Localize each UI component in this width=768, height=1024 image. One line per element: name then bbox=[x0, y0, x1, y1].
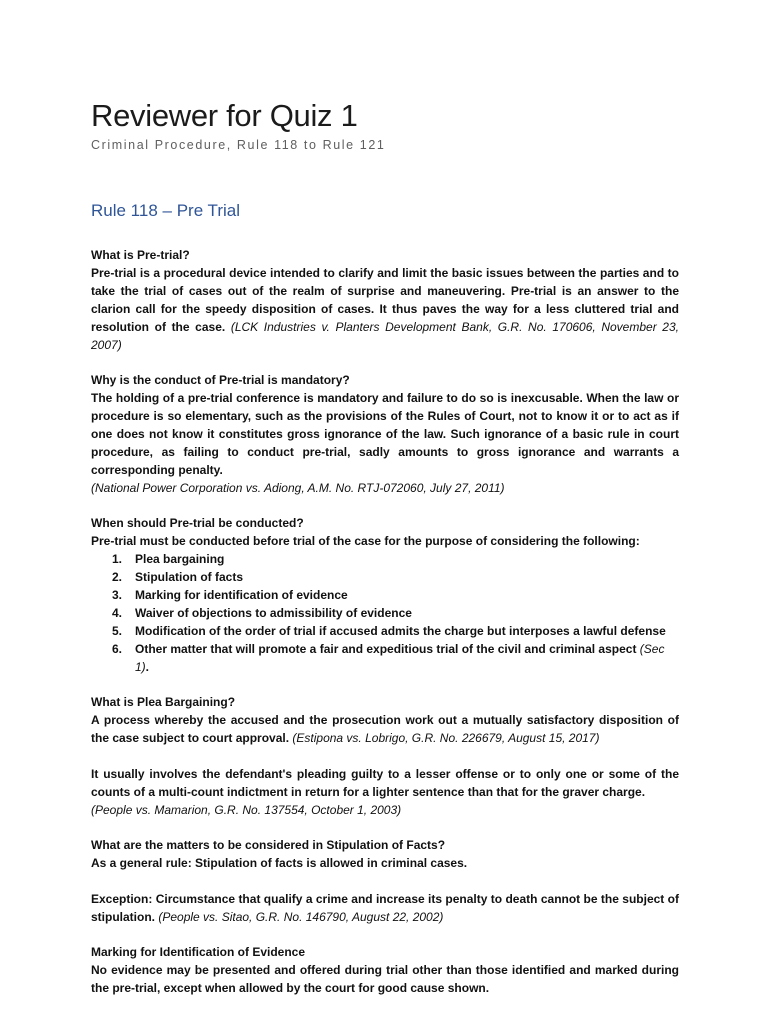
citation: (National Power Corporation vs. Adiong, A.M. No. RTJ-072060, July 27, 2011) bbox=[91, 481, 505, 495]
section-body: Pre-trial is a procedural device intended to clarify and limit the basic issues between the parties and to take the trial of cases out of the realm of surprise and maneuvering. Pre-trial is an answer to the clarion call for the speedy disposition of cases. It thus paves the way for a less cluttered trial and resolution of the case. (LCK Industries v. Planters Development Bank, G.R. No. 170606, November 23, 2007) bbox=[91, 266, 679, 352]
list-item: 3. Marking for identification of evidence bbox=[112, 588, 348, 602]
citation: (Estipona vs. Lobrigo, G.R. No. 226679, August 15, 2017) bbox=[292, 731, 600, 745]
section-question: When should Pre-trial be conducted? bbox=[91, 516, 304, 530]
section-why-mandatory bbox=[91, 371, 679, 497]
section-body: No evidence may be presented and offered during trial other than those identified and marked during the pre-trial, except when allowed by the court for good cause shown. bbox=[91, 963, 679, 995]
document-title: Reviewer for Quiz 1 bbox=[91, 98, 358, 133]
list-item: 5. Modification of the order of trial if accused admits the charge but interposes a lawful defense bbox=[112, 624, 666, 638]
list-item: 2. Stipulation of facts bbox=[112, 570, 243, 584]
section-plea-bargaining bbox=[91, 693, 679, 819]
section-marking-evidence bbox=[91, 943, 679, 997]
section-stipulation-of-facts bbox=[91, 836, 679, 926]
citation: (People vs. Mamarion, G.R. No. 137554, October 1, 2003) bbox=[91, 803, 402, 817]
list-item: 1. Plea bargaining bbox=[112, 552, 225, 566]
section-body-2: Exception: Circumstance that qualify a crime and increase its penalty to death cannot be the subject of stipulation. (People vs. Sitao, G.R. No. 146790, August 22, 2002) bbox=[91, 892, 679, 924]
section-body: Pre-trial must be conducted before trial of the case for the purpose of considering the following: bbox=[91, 534, 640, 548]
rule-heading: Rule 118 – Pre Trial bbox=[91, 201, 240, 220]
citation: (People vs. Sitao, G.R. No. 146790, August 22, 2002) bbox=[158, 910, 444, 924]
document-subtitle: Criminal Procedure, Rule 118 to Rule 121 bbox=[91, 138, 386, 152]
purpose-list bbox=[91, 550, 679, 676]
section-body: As a general rule: Stipulation of facts is allowed in criminal cases. bbox=[91, 856, 468, 870]
section-what-is-pretrial bbox=[91, 246, 679, 354]
list-item: 6. Other matter that will promote a fair and expeditious trial of the civil and criminal aspect (Sec 1). bbox=[112, 642, 665, 674]
list-item: 4. Waiver of objections to admissibility of evidence bbox=[112, 606, 412, 620]
citation: (LCK Industries v. Planters Development Bank, G.R. No. 170606, November 23, 2007) bbox=[91, 320, 679, 352]
sections bbox=[91, 246, 679, 997]
citation: (Sec 1) bbox=[135, 642, 665, 674]
section-when-conducted bbox=[91, 514, 679, 676]
document-page bbox=[91, 96, 679, 1014]
section-question: What is Pre-trial? bbox=[91, 248, 190, 262]
section-question: Marking for Identification of Evidence bbox=[91, 945, 306, 959]
section-question: Why is the conduct of Pre-trial is mandatory? bbox=[91, 373, 350, 387]
section-body: The holding of a pre-trial conference is mandatory and failure to do so is inexcusable. When the law or procedure is so elementary, such as the provisions of the Rules of Court, not to know it or to act as if one does not know it constitutes gross ignorance of the law. Such ignorance of a basic rule in court procedure, as failing to conduct pre-trial, sadly amounts to gross ignorance and warrants a corresponding penalty. bbox=[91, 391, 679, 477]
section-question: What is Plea Bargaining? bbox=[91, 695, 236, 709]
section-body: A process whereby the accused and the prosecution work out a mutually satisfactory disposition of the case subject to court approval. (Estipona vs. Lobrigo, G.R. No. 226679, August 15, 2017) bbox=[91, 713, 679, 745]
section-question: What are the matters to be considered in Stipulation of Facts? bbox=[91, 838, 446, 852]
section-body-2: It usually involves the defendant's pleading guilty to a lesser offense or to only one or some of the counts of a multi-count indictment in return for a lighter sentence than that for the graver charge. bbox=[91, 767, 679, 799]
